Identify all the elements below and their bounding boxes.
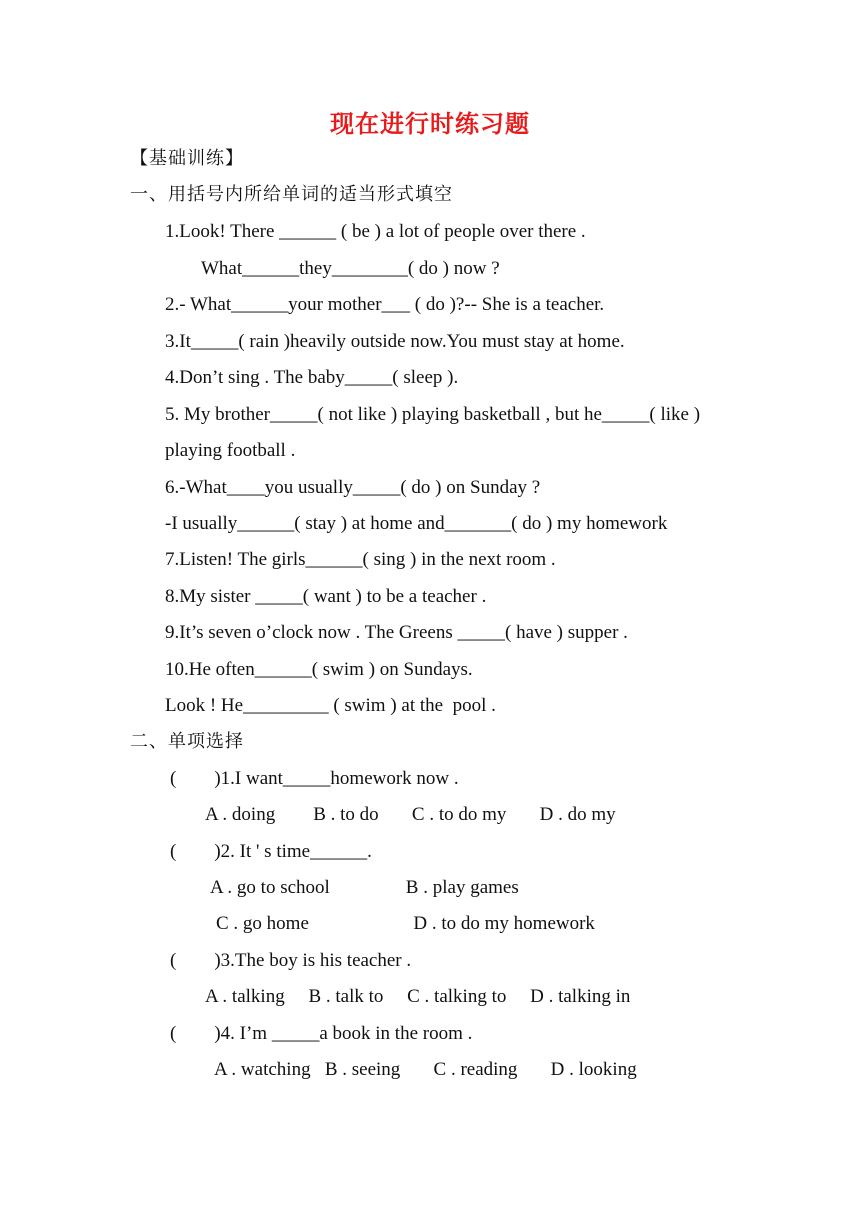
exercise-line: 4.Don’t sing . The baby_____( sleep ). bbox=[165, 367, 459, 388]
exercise-line: 8.My sister _____( want ) to be a teacher . bbox=[165, 586, 487, 607]
exercise-line: 6.-What____you usually_____( do ) on Sunday ? bbox=[165, 477, 541, 498]
page-title: 现在进行时练习题 bbox=[330, 109, 530, 138]
question-2: ( )2. It ' s time______. bbox=[170, 841, 372, 862]
exercise-line: 2.- What______your mother___ ( do )?-- She is a teacher. bbox=[165, 294, 605, 315]
question-1-options: A . doing B . to do C . to do my D . do my bbox=[205, 804, 616, 825]
part2-heading: 二、单项选择 bbox=[130, 731, 244, 752]
exercise-line: 1.Look! There ______ ( be ) a lot of people over there . bbox=[165, 221, 586, 242]
question-2-options-row2: C . go home D . to do my homework bbox=[216, 913, 595, 934]
question-3: ( )3.The boy is his teacher . bbox=[170, 950, 412, 971]
exercise-line: 10.He often______( swim ) on Sundays. bbox=[165, 659, 473, 680]
exercise-line: -I usually______( stay ) at home and_______( do ) my homework bbox=[165, 513, 668, 534]
question-4: ( )4. I’m _____a book in the room . bbox=[170, 1023, 473, 1044]
exercise-line: 5. My brother_____( not like ) playing basketball , but he_____( like ) bbox=[165, 404, 701, 425]
exercise-line: playing football . bbox=[165, 440, 296, 461]
question-1: ( )1.I want_____homework now . bbox=[170, 768, 459, 789]
question-2-options-row1: A . go to school B . play games bbox=[210, 877, 519, 898]
section-heading-basic: 【基础训练】 bbox=[130, 148, 244, 169]
exercise-line: 7.Listen! The girls______( sing ) in the next room . bbox=[165, 549, 556, 570]
question-3-options: A . talking B . talk to C . talking to D . talking in bbox=[205, 986, 631, 1007]
exercise-line: 9.It’s seven o’clock now . The Greens _____( have ) supper . bbox=[165, 622, 628, 643]
exercise-line: 3.It_____( rain )heavily outside now.You must stay at home. bbox=[165, 331, 625, 352]
part1-heading: 一、用括号内所给单词的适当形式填空 bbox=[130, 184, 453, 205]
exercise-line: Look ! He_________ ( swim ) at the pool . bbox=[165, 695, 496, 716]
question-4-options: A . watching B . seeing C . reading D . looking bbox=[214, 1059, 637, 1080]
exercise-line: What______they________( do ) now ? bbox=[201, 258, 500, 279]
